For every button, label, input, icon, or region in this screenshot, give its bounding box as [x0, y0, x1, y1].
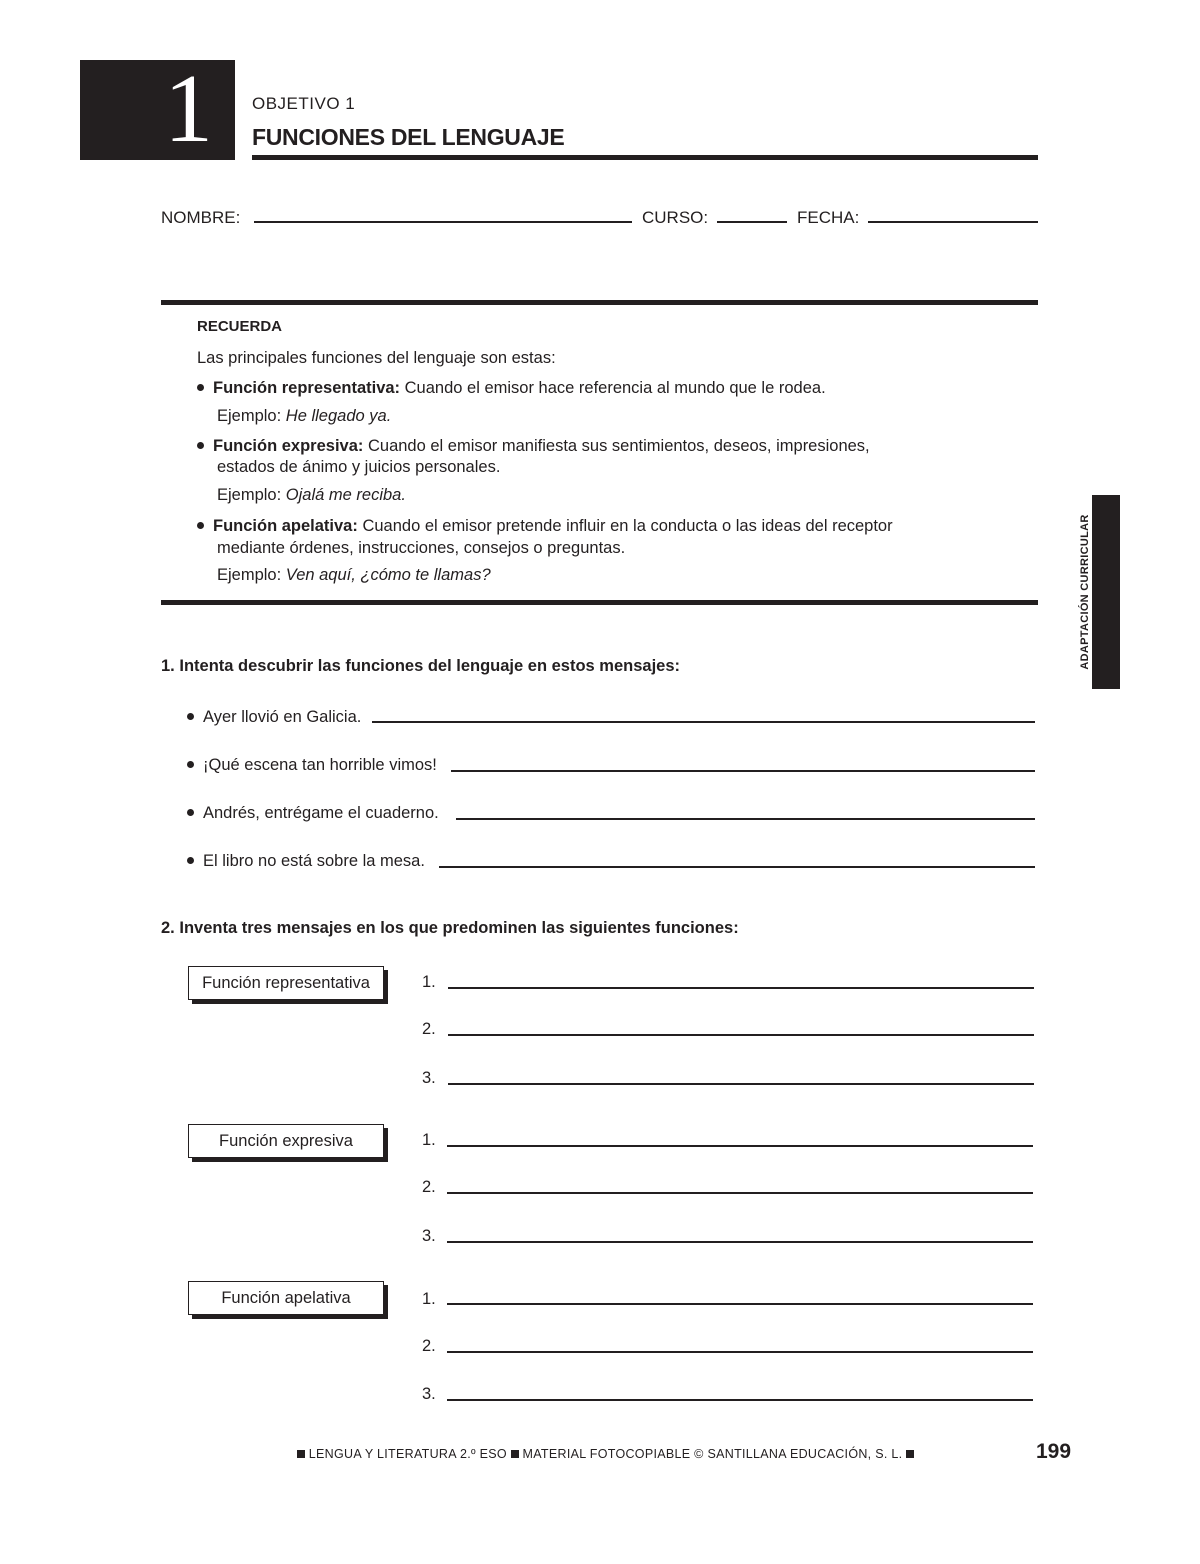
- example-text: He llegado ya.: [285, 407, 392, 425]
- message-text: Ayer llovió en Galicia.: [203, 708, 362, 726]
- message-item: [187, 804, 439, 823]
- function-definition-cont: estados de ánimo y juicios personales.: [217, 458, 501, 476]
- function-definition: Cuando el emisor manifiesta sus sentimientos, deseos, impresiones,: [367, 437, 870, 455]
- recuerda-item: [197, 515, 893, 537]
- recuerda-item: [197, 377, 826, 399]
- function-label-box: Función representativa: [188, 966, 384, 1000]
- function-term: Función apelativa:: [213, 517, 358, 535]
- answer-line[interactable]: [448, 1034, 1034, 1036]
- objective-label: OBJETIVO 1: [252, 94, 356, 113]
- line-number: 2.: [422, 1020, 436, 1038]
- square-bullet-icon: [511, 1450, 519, 1458]
- line-number: 2.: [422, 1337, 436, 1355]
- bullet-icon: [187, 713, 194, 720]
- answer-line[interactable]: [447, 1192, 1033, 1194]
- recuerda-intro: Las principales funciones del lenguaje son estas:: [197, 349, 556, 367]
- function-term: Función representativa:: [213, 379, 401, 397]
- answer-line[interactable]: [448, 987, 1034, 989]
- side-tab-label: [1078, 495, 1092, 689]
- function-term: Función expresiva:: [213, 437, 364, 455]
- name-label: NOMBRE:: [161, 208, 241, 227]
- bullet-icon: [187, 761, 194, 768]
- message-text: ¡Qué escena tan horrible vimos!: [203, 756, 437, 774]
- square-bullet-icon: [297, 1450, 305, 1458]
- title-rule: [252, 155, 1038, 160]
- exercise-number: 2.: [161, 919, 175, 937]
- recuerda-title: RECUERDA: [197, 318, 283, 335]
- footer: [297, 1447, 914, 1461]
- bullet-icon: [197, 384, 204, 391]
- example-label: Ejemplo:: [217, 407, 282, 425]
- answer-line[interactable]: [447, 1241, 1033, 1243]
- example-text: Ojalá me reciba.: [285, 486, 406, 504]
- answer-line[interactable]: [439, 866, 1035, 868]
- exercise-number: 1.: [161, 657, 175, 675]
- bullet-icon: [197, 442, 204, 449]
- line-number: 1.: [422, 1131, 436, 1149]
- exercise-2-prompt: [161, 919, 739, 938]
- footer-book: LENGUA Y LITERATURA 2.º ESO: [308, 1447, 507, 1461]
- line-number: 1.: [422, 1290, 436, 1308]
- line-number: 3.: [422, 1069, 436, 1087]
- message-item: [187, 852, 425, 871]
- answer-line[interactable]: [447, 1351, 1033, 1353]
- line-number: 3.: [422, 1385, 436, 1403]
- function-label-box: Función expresiva: [188, 1124, 384, 1158]
- message-text: Andrés, entrégame el cuaderno.: [203, 804, 439, 822]
- answer-line[interactable]: [447, 1399, 1033, 1401]
- function-label-box: Función apelativa: [188, 1281, 384, 1315]
- bullet-icon: [187, 809, 194, 816]
- page-number: 199: [1036, 1440, 1072, 1463]
- line-number: 2.: [422, 1178, 436, 1196]
- course-field[interactable]: [717, 221, 787, 223]
- example-label: Ejemplo:: [217, 566, 282, 584]
- bullet-icon: [197, 522, 204, 529]
- recuerda-item: [197, 435, 870, 457]
- recuerda-bottom-rule: [161, 600, 1038, 605]
- page-title: FUNCIONES DEL LENGUAJE: [252, 124, 565, 150]
- answer-line[interactable]: [372, 721, 1035, 723]
- message-text: El libro no está sobre la mesa.: [203, 852, 425, 870]
- line-number: 1.: [422, 973, 436, 991]
- side-tab-text: ADAPTACIÓN CURRICULAR: [1079, 514, 1091, 670]
- date-field[interactable]: [868, 221, 1038, 223]
- recuerda-top-rule: [161, 300, 1038, 305]
- square-bullet-icon: [906, 1450, 914, 1458]
- exercise-text: Intenta descubrir las funciones del lenguaje en estos mensajes:: [179, 657, 681, 675]
- name-field[interactable]: [254, 221, 632, 223]
- recuerda-example: [217, 564, 491, 586]
- date-label: FECHA:: [797, 208, 860, 227]
- course-label: CURSO:: [642, 208, 709, 227]
- unit-number-block: [80, 55, 235, 163]
- recuerda-example: [217, 405, 391, 427]
- example-text: Ven aquí, ¿cómo te llamas?: [285, 566, 491, 584]
- answer-line[interactable]: [456, 818, 1035, 820]
- function-definition: Cuando el emisor pretende influir en la conducta o las ideas del receptor: [362, 517, 893, 535]
- function-definition: Cuando el emisor hace referencia al mundo que le rodea.: [404, 379, 826, 397]
- answer-line[interactable]: [447, 1145, 1033, 1147]
- example-label: Ejemplo:: [217, 486, 282, 504]
- answer-line[interactable]: [447, 1303, 1033, 1305]
- bullet-icon: [187, 857, 194, 864]
- message-item: [187, 708, 361, 727]
- line-number: 3.: [422, 1227, 436, 1245]
- side-tab: [1092, 495, 1120, 689]
- function-definition-cont: mediante órdenes, instrucciones, consejos o preguntas.: [217, 539, 626, 557]
- answer-line[interactable]: [451, 770, 1035, 772]
- footer-rights: MATERIAL FOTOCOPIABLE © SANTILLANA EDUCACIÓN, S. L.: [522, 1447, 903, 1461]
- exercise-1-prompt: [161, 657, 680, 676]
- recuerda-example: [217, 484, 406, 506]
- answer-line[interactable]: [448, 1083, 1034, 1085]
- exercise-text: Inventa tres mensajes en los que predominen las siguientes funciones:: [179, 919, 739, 937]
- message-item: [187, 756, 437, 775]
- unit-number: 1: [164, 55, 213, 163]
